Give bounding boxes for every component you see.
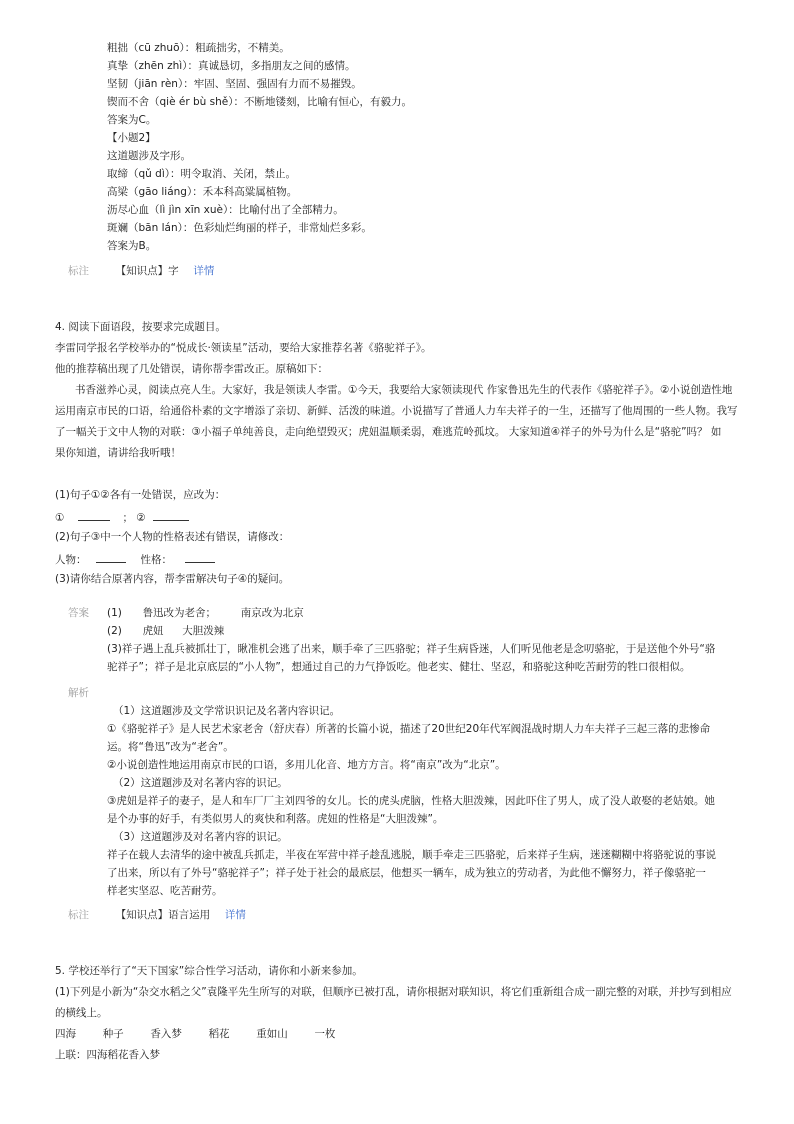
explanation-line: 坚韧（jiān rèn）：牢固、坚固、强固有力而不易摧毁。 <box>107 78 362 90</box>
analysis-line: 了出来，所以有了外号“骆驼祥子”；祥子处于社会的最底层，他想买一辆车，成为独立的劳动者，为此他不懈努力，祥子像骆驼一 <box>107 867 706 879</box>
q4-sub2: (2)句子③中一个人物的性格表述有错误，请修改： <box>55 531 290 543</box>
analysis-line: （3）这道题涉及对名著内容的识记。 <box>113 831 288 843</box>
explanation-line: 【小题2】 <box>107 132 156 144</box>
knowledge-point: 【知识点】语言运用 <box>115 909 211 921</box>
passage-line: 书香滋养心灵，阅读点亮人生。大家好，我是领读人李雷。①今天，我要给大家领读现代 作家鲁迅先生的代表作《骆驼祥子》。②小说创造性地 <box>75 384 733 396</box>
q4-note-row <box>68 908 246 922</box>
explanation-line: 答案为C。 <box>107 114 157 126</box>
passage-line: 运用南京市民的口语，给通俗朴素的文字增添了亲切、新鲜、活泼的味道。小说描写了普通人力车夫祥子的一生，还描写了他周围的一些人物。我写 <box>55 405 738 417</box>
explanation-line: 斑斓（bān lán）：色彩灿烂绚丽的样子，非常灿烂多彩。 <box>107 222 372 234</box>
analysis-line: ①《骆驼祥子》是人民艺术家老舍（舒庆春）所著的长篇小说，描述了20世纪20年代军阀混战时期人力车夫祥子三起三落的悲惨命 <box>107 723 711 735</box>
explanation-line: 取缔（qǔ dì）：明令取消、关闭，禁止。 <box>107 168 296 180</box>
passage-line: 果你知道，请讲给我听哦！ <box>55 447 181 459</box>
explanation-line: 高梁（gāo liáng）：禾本科高粱属植物。 <box>107 186 298 198</box>
analysis-line: 是个办事的好手，有类似男人的爽快和利落。虎妞的性格是“大胆泼辣”。 <box>107 813 444 825</box>
q4-intro: 他的推荐稿出现了几处错误，请你帮李雷改正。原稿如下： <box>55 363 328 375</box>
analysis-line: ③虎妞是祥子的妻子，是人和车厂厂主刘四爷的女儿。长的虎头虎脑，性格大胆泼辣，因此吓住了男人，成了没人敢娶的老姑娘。她 <box>107 795 715 807</box>
q5-sub1-line: (1)下列是小新为“杂交水稻之父”袁隆平先生所写的对联，但顺序已被打乱，请你根据对联知识，将它们重新组合成一副完整的对联，并抄写到相应 <box>55 986 732 998</box>
word-item: 一枚 <box>314 1028 336 1040</box>
blank-marker: ② <box>136 512 146 524</box>
note-label: 标注 <box>68 909 89 921</box>
answer-text: 虎妞 <box>142 625 164 637</box>
q4-sub2-blanks <box>55 551 215 567</box>
q4-sub1-blanks <box>55 509 189 525</box>
word-item: 香入梦 <box>150 1028 182 1040</box>
explanation-line: 这道题涉及字形。 <box>107 150 191 162</box>
q4-intro: 李雷同学报名学校举办的“悦成长·领读星”活动，要给大家推荐名著《骆驼祥子》。 <box>55 342 432 354</box>
word-item: 稻花 <box>208 1028 230 1040</box>
q4-sub3: (3)请你结合原著内容，帮李雷解决句子④的疑问。 <box>55 573 290 585</box>
blank-marker: ① <box>55 512 65 524</box>
analysis-line: （2）这道题涉及对名著内容的识记。 <box>113 777 288 789</box>
answer-text: 鲁迅改为老舍； <box>142 607 217 619</box>
q4-sub1: (1)句子①②各有一处错误，应改为： <box>55 489 226 501</box>
answer-line: (3)祥子遇上乱兵被抓壮丁，瞅准机会逃了出来，顺手牵了三匹骆驼；祥子生病昏迷，人们听见他老是念叨骆驼，于是送他个外号“骆 <box>107 643 716 655</box>
passage-line: 了一幅关于文中人物的对联：③小福子单纯善良，走向绝望毁灭；虎妞温顺柔弱，难逃荒岭孤坟。 大家知道④祥子的外号为什么是“骆驼”吗？ 如 <box>55 426 722 438</box>
analysis-label: 解析 <box>68 687 89 699</box>
q5-title: 5. 学校还举行了“天下国家”综合性学习活动，请你和小新来参加。 <box>55 965 363 977</box>
answer-line: 驼祥子”；祥子是北京底层的“小人物”，想通过自己的力气挣饭吃。他老实、健壮、坚忍，和骆驼这种吃苦耐劳的牲口很相似。 <box>107 661 691 673</box>
blank-separator: ； <box>122 512 133 524</box>
answer-num: (2) <box>107 625 122 637</box>
answer-blank[interactable] <box>153 509 189 521</box>
answer-text: 南京改为北京 <box>240 607 304 619</box>
word-item: 四海 <box>55 1028 76 1040</box>
explanation-line: 沥尽心血（lì jìn xīn xuè）：比喻付出了全部精力。 <box>107 204 344 216</box>
answer-row <box>107 624 224 638</box>
word-item: 重如山 <box>256 1028 288 1040</box>
answer-blank[interactable] <box>78 509 110 521</box>
analysis-line: 运。将“鲁迅”改为“老舍”。 <box>107 741 234 753</box>
knowledge-point: 【知识点】字 <box>115 265 179 277</box>
answer-blank[interactable] <box>96 551 126 563</box>
detail-link[interactable]: 详情 <box>193 265 215 277</box>
person-label: 人物： <box>55 554 87 566</box>
analysis-line: 祥子在载人去清华的途中被乱兵抓走，半夜在军营中祥子趁乱逃脱，顺手牵走三匹骆驼，后来祥子生病，迷迷糊糊中将骆驼说的事说 <box>107 849 716 861</box>
q5-upper-couplet: 上联：四海稻花香入梦 <box>55 1049 160 1061</box>
analysis-line: ②小说创造性地运用南京市民的口语，多用儿化音、地方方言。将“南京”改为“北京”。 <box>107 759 506 771</box>
q3-note-row <box>68 264 214 278</box>
answer-text: 大胆泼辣 <box>182 625 225 637</box>
q5-word-bank <box>55 1027 335 1041</box>
answer-blank[interactable] <box>185 551 215 563</box>
note-label: 标注 <box>68 265 89 277</box>
trait-label: 性格： <box>140 554 173 566</box>
explanation-line: 真挚（zhēn zhì）：真诚恳切，多指朋友之间的感情。 <box>107 60 356 72</box>
answer-label: 答案 <box>68 607 89 619</box>
explanation-line: 粗拙（cū zhuō）：粗疏拙劣，不精美。 <box>107 42 290 54</box>
explanation-line: 锲而不舍（qiè ér bù shě）：不断地镂刻，比喻有恒心，有毅力。 <box>107 96 412 108</box>
answer-row <box>107 606 304 620</box>
word-item: 种子 <box>102 1028 124 1040</box>
explanation-line: 答案为B。 <box>107 240 157 252</box>
q4-title: 4. 阅读下面语段，按要求完成题目。 <box>55 321 226 333</box>
q5-sub1-line: 的横线上。 <box>55 1007 108 1019</box>
detail-link[interactable]: 详情 <box>224 909 246 921</box>
answer-num: (1) <box>107 607 122 619</box>
analysis-line: （1）这道题涉及文学常识识记及名著内容识记。 <box>113 705 341 717</box>
analysis-line: 样老实坚忍、吃苦耐劳。 <box>107 885 223 897</box>
